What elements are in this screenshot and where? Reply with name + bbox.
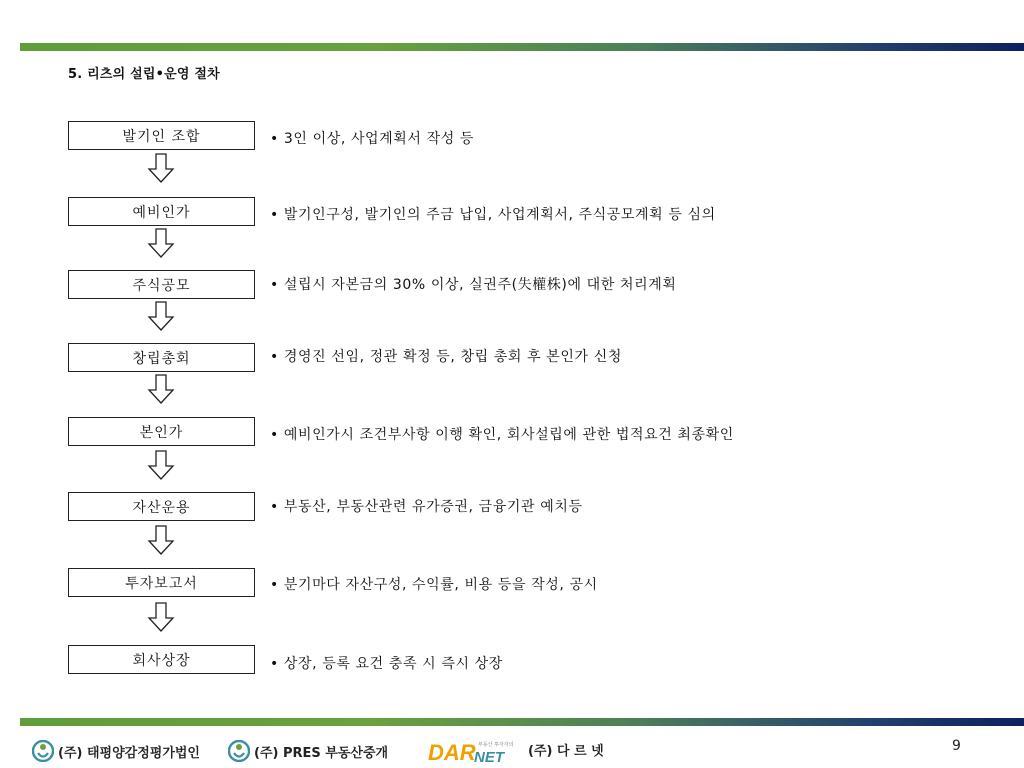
svg-text:부동산 투자자의: 부동산 투자자의 bbox=[478, 742, 514, 748]
company-emblem-icon bbox=[32, 740, 54, 762]
step-desc-5: • 예비인가시 조건부사항 이행 확인, 회사설립에 관한 법적요건 최종확인 bbox=[270, 427, 734, 443]
footer bbox=[0, 735, 1024, 768]
darnet-logo-icon bbox=[428, 738, 523, 764]
step-desc-7: • 분기마다 자산구성, 수익률, 비용 등을 작성, 공시 bbox=[270, 577, 598, 593]
step-box-5: 본인가 bbox=[68, 417, 255, 446]
step-desc-2: • 발기인구성, 발기인의 주금 납입, 사업계획서, 주식공모계획 등 심의 bbox=[270, 207, 716, 223]
down-arrow-icon bbox=[146, 602, 176, 632]
logo-text: (주) PRES 부동산중개 bbox=[254, 745, 389, 761]
logo-darnet-text bbox=[528, 740, 604, 759]
page-title: 5. 리츠의 설립•운영 절차 bbox=[68, 67, 220, 82]
page-number: 9 bbox=[952, 738, 961, 754]
step-box-3: 주식공모 bbox=[68, 270, 255, 299]
step-box-1: 발기인 조합 bbox=[68, 121, 255, 150]
step-box-7: 투자보고서 bbox=[68, 568, 255, 597]
step-box-8: 회사상장 bbox=[68, 645, 255, 674]
company-emblem-icon bbox=[228, 740, 250, 762]
down-arrow-icon bbox=[146, 153, 176, 183]
bottom-accent-bar bbox=[20, 718, 1024, 726]
step-desc-8: • 상장, 등록 요건 충족 시 즉시 상장 bbox=[270, 656, 503, 672]
down-arrow-icon bbox=[146, 450, 176, 480]
step-box-6: 자산운용 bbox=[68, 492, 255, 521]
top-accent-bar bbox=[20, 43, 1024, 51]
down-arrow-icon bbox=[146, 301, 176, 331]
logo-text: (주) 다 르 넷 bbox=[528, 744, 604, 759]
step-desc-4: • 경영진 선임, 정관 확정 등, 창립 총회 후 본인가 신청 bbox=[270, 349, 622, 365]
svg-text:DAR: DAR bbox=[428, 740, 476, 764]
step-box-2: 예비인가 bbox=[68, 197, 255, 226]
down-arrow-icon bbox=[146, 525, 176, 555]
down-arrow-icon bbox=[146, 228, 176, 258]
step-desc-1: • 3인 이상, 사업계획서 작성 등 bbox=[270, 131, 475, 147]
down-arrow-icon bbox=[146, 374, 176, 404]
svg-text:NET: NET bbox=[474, 749, 504, 764]
step-box-4: 창립총회 bbox=[68, 343, 255, 372]
logo-pres bbox=[228, 740, 388, 762]
step-desc-6: • 부동산, 부동산관련 유가증권, 금융기관 예치등 bbox=[270, 499, 583, 515]
logo-text: (주) 태평양감정평가법인 bbox=[58, 745, 200, 761]
logo-taepyeongyang bbox=[32, 740, 200, 762]
step-desc-3: • 설립시 자본금의 30% 이상, 실권주(失權株)에 대한 처리계획 bbox=[270, 277, 677, 293]
